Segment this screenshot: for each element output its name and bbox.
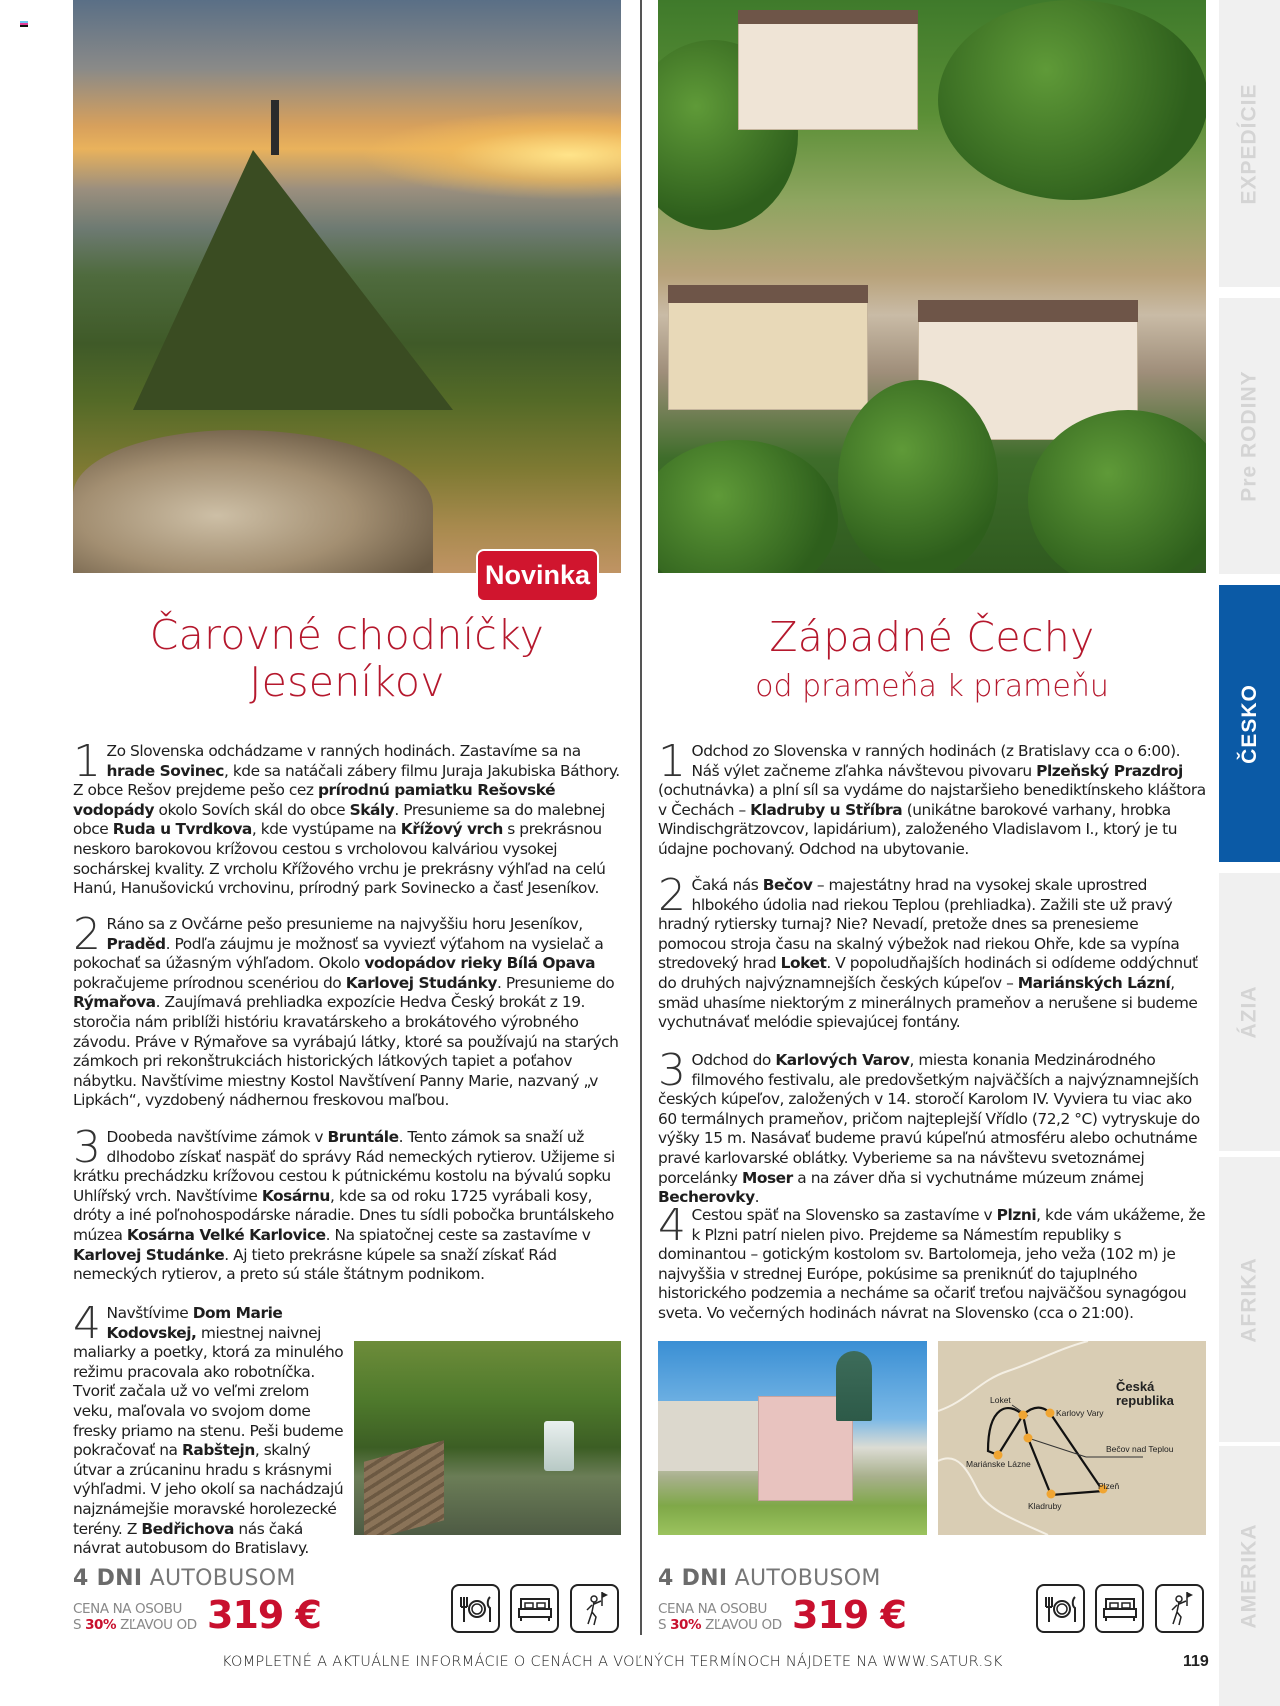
- new-badge: Novinka: [476, 549, 599, 602]
- day-number: 4: [73, 1298, 101, 1349]
- meals-icon: [1036, 1584, 1085, 1633]
- tab-afrika[interactable]: [1219, 1157, 1280, 1442]
- tour-title: Západné Čechy: [769, 613, 1095, 661]
- tab-pre-rodiny[interactable]: [1219, 298, 1280, 574]
- footer-info-link[interactable]: KOMPLETNÉ A AKTUÁLNE INFORMÁCIE O CENÁCH A VOĽNÝCH TERMÍNOCH NÁJDETE NA WWW.SATUR.SK: [222, 1654, 1003, 1670]
- day-number: 3: [73, 1122, 101, 1173]
- day-number: 2: [658, 870, 686, 921]
- day-1: 1 Odchod zo Slovenska v ranných hodinách (z Bratislavy cca o 6:00). Náš výlet začneme zľahka návštevou pivovaru Plzeňský Prazdroj (ochutnávka) a plní síl sa vydáme do najstaršieho benediktínskeho kláštora v Čechách – Kladruby u Stříbra (unikátne barokové varhany, hrobka Windischgrätzovcov, lapidárium), založeného Vladislavom I., ktorý je tu údajne pochovaný. Odchod na ubytovanie.: [658, 736, 1206, 858]
- section-tabs: [1219, 0, 1280, 1706]
- tab-amerika[interactable]: [1219, 1446, 1280, 1706]
- column-divider: [640, 0, 642, 1635]
- day-number: 2: [73, 909, 101, 960]
- tab-label: ČESKO: [1237, 683, 1261, 764]
- day-3: 3 Doobeda navštívime zámok v Bruntále. Tento zámok sa snaží už dlhodobo získať naspäť do správy Rád nemeckých rytierov. Užijeme si krátku prechádzku krížovou cestou k pútnickému kostolu na bývalú sopku Uhlířský vrch. Navštívime Kosárnu, kde sa od roku 1725 vyrábali kosy, dróty a iné poľnohospodárske náradie. Dnes tu sídli pobočka bruntálskeho múzea Kosárna Velké Karlovice. Na spiatočnej ceste sa zastavíme v Karlovej Studánke. Aj tieto prekrásne kúpele sa snaží získať Rád nemeckých rytierov, a preto sú stále štátnym podnikom.: [73, 1122, 615, 1284]
- day-2: 2 Čaká nás Bečov – majestátny hrad na vysokej skale uprostred hlbokého údolia nad riekou Teplou (prehliadka). Zažili ste už pravý hradný rytiersky turnaj? Nie? Nevadí, pretože dnes sa prenesieme pomocou stroja času na skalný výbežok nad riekou Ohře, kde sa vypína stredoveký hrad Loket. V popoludňajších hodinách si odídeme oddýchnuť do druhých najvýznamnejších českých kúpeľov – Mariánských Lázní, smäd uhasíme niektorým z minerálnych prameňov a nerušene si budeme vychutnávať melódie spievajúcej fontány.: [658, 870, 1198, 1032]
- tab-label: Pre RODINY: [1237, 370, 1261, 502]
- day-2: 2 Ráno sa z Ovčárne pešo presunieme na najvyššiu horu Jeseníkov, Praděd. Podľa záujmu je možnosť sa vyviezť výťahom na vysielač a pokochať sa úžasným výhľadom. Okolo vodopádov rieky Bílá Opava pokračujeme prírodnou scenériou do Karlovej Studánky. Presunieme do Rýmařova. Zaujímavá prehliadka expozície Hedva Český brokát z 19. storočia nám priblíži históriu kravatárskeho a brokátového výrobného závodu. Práve v Rýmařove sa vyrábajú látky, ktoré sa používajú na starých zámkoch pri rekonštrukciách historických látkových tapiet a poťahov nábytku. Navštívime miestny Kostol Navštívení Panny Marie, nazvaný „v Lipkách“, vyzdobený nádhernou freskovou maľbou.: [73, 909, 619, 1110]
- tab-label: AFRIKA: [1237, 1256, 1261, 1343]
- tab-azia[interactable]: [1219, 873, 1280, 1151]
- price-label: CENA NA OSOBU S 30% ZĽAVOU OD: [73, 1601, 197, 1633]
- day-1: 1 Zo Slovenska odchádzame v ranných hodinách. Zastavíme sa na hrade Sovinec, kde sa natáčali zábery filmu Juraja Jakubiska Báthory. Z obce Rešov prejdeme pešo cez prírodnú pamiatku Rešovské vodopády okolo Sovích skál do obce Skály. Presunieme sa do malebnej obce Ruda u Tvrdkova, kde vystúpame na Křížový vrch s prekrásnou neskoro barokovou krížovou cestou s vrcholovou kalváriou vysokej sochárskej kvality. Z vrcholu Křížového vrchu je prekrásny výhľad na celú Hanú, Hanušovickú vrchovinu, prírodný park Sovinecko a časť Jeseníkov.: [73, 736, 620, 898]
- karlovy-vary-photo: [658, 0, 1206, 573]
- duration: 4 DNI AUTOBUSOM: [658, 1566, 881, 1591]
- route-map: [938, 1341, 1206, 1535]
- meals-icon: [451, 1584, 500, 1633]
- tour-title: Čarovné chodníčky: [149, 611, 545, 659]
- map-country-label: Česká republika: [1116, 1379, 1174, 1408]
- day-number: 3: [658, 1045, 686, 1096]
- map-place: Karlovy Vary: [1056, 1408, 1104, 1418]
- print-color-mark: [20, 21, 28, 28]
- price-label: CENA NA OSOBU S 30% ZĽAVOU OD: [658, 1601, 782, 1633]
- day-number: 1: [73, 736, 101, 787]
- page-number: 119: [1183, 1653, 1209, 1670]
- day-3: 3 Odchod do Karlových Varov, miesta konania Medzinárodného filmového festivalu, ale predovšetkým najväčších a najvýznamnejších českých kúpeľov, založených v 14. storočí Karolom IV. Vyviera tu viac ako 60 termálnych prameňov, pričom najteplejší Vřídlo (72,2 °C) vytryskuje do výšky 15 m. Nasávať budeme pravú kúpeľnú atmosféru alebo ochutnáme pravé karlovarské oblátky. Vyberieme sa na návštevu svetoznámej porcelánky Moser a na záver dňa si vychutnáme múzeum známej Becherovky.: [658, 1045, 1200, 1207]
- bed-icon: [1095, 1584, 1144, 1633]
- becov-castle-photo: [658, 1341, 927, 1535]
- mountain-photo: [73, 0, 621, 573]
- tour-title-line2: Jeseníkov: [249, 658, 445, 706]
- duration: 4 DNI AUTOBUSOM: [73, 1566, 296, 1591]
- bed-icon: [510, 1584, 559, 1633]
- map-place: Plzeň: [1098, 1481, 1120, 1491]
- tab-expedicie[interactable]: [1219, 0, 1280, 287]
- map-place: Kladruby: [1028, 1501, 1062, 1511]
- tab-label: EXPEDÍCIE: [1237, 82, 1261, 205]
- price: 319 €: [207, 1593, 321, 1637]
- tab-label: AMERIKA: [1237, 1523, 1261, 1629]
- guide-icon: [570, 1584, 619, 1633]
- day-4: 4 Cestou späť na Slovensko sa zastavíme v Plzni, kde vám ukážeme, že k Plzni patrí nielen pivo. Prejdeme sa Námestím republiky s dominantou – gotickým kostolom sv. Bartolomeja, jeho veža (102 m) je najvyššia v strednej Európe, pokúsime sa preniknúť do tajuplného historického podzemia a necháme sa očariť treťou najväčšou synagógou sveta. Vo večerných hodinách návrat na Slovensko (cca o 21:00).: [658, 1200, 1206, 1322]
- day-number: 4: [658, 1200, 686, 1251]
- day-number: 1: [658, 736, 686, 787]
- guide-icon: [1155, 1584, 1204, 1633]
- price: 319 €: [792, 1593, 906, 1637]
- map-place: Loket: [990, 1395, 1011, 1405]
- waterfall-photo: [354, 1341, 621, 1535]
- map-place: Mariánske Lázne: [966, 1459, 1031, 1469]
- map-place: Bečov nad Teplou: [1106, 1444, 1174, 1454]
- tour-subtitle: od prameňa k prameňu: [755, 669, 1109, 704]
- tab-cesko[interactable]: [1219, 585, 1280, 862]
- day-4: 4 Navštívime Dom Marie Kodovskej, miestnej naivnej maliarky a poetky, ktorá za minulého režimu pracovala ako robotníčka. Tvoriť začala už vo veľmi zrelom veku, maľovala vo svojom dome fresky priamo na stenu. Peši budeme pokračovať na Rabštejn, skalný útvar a zrúcaninu hradu s krásnymi výhľadmi. V jeho okolí sa nachádzajú najznámejšie moravské horolezecké terény. Z Bedřichova nás čaká návrat autobusom do Bratislavy.: [73, 1298, 344, 1558]
- tab-label: ÁZIA: [1237, 985, 1261, 1039]
